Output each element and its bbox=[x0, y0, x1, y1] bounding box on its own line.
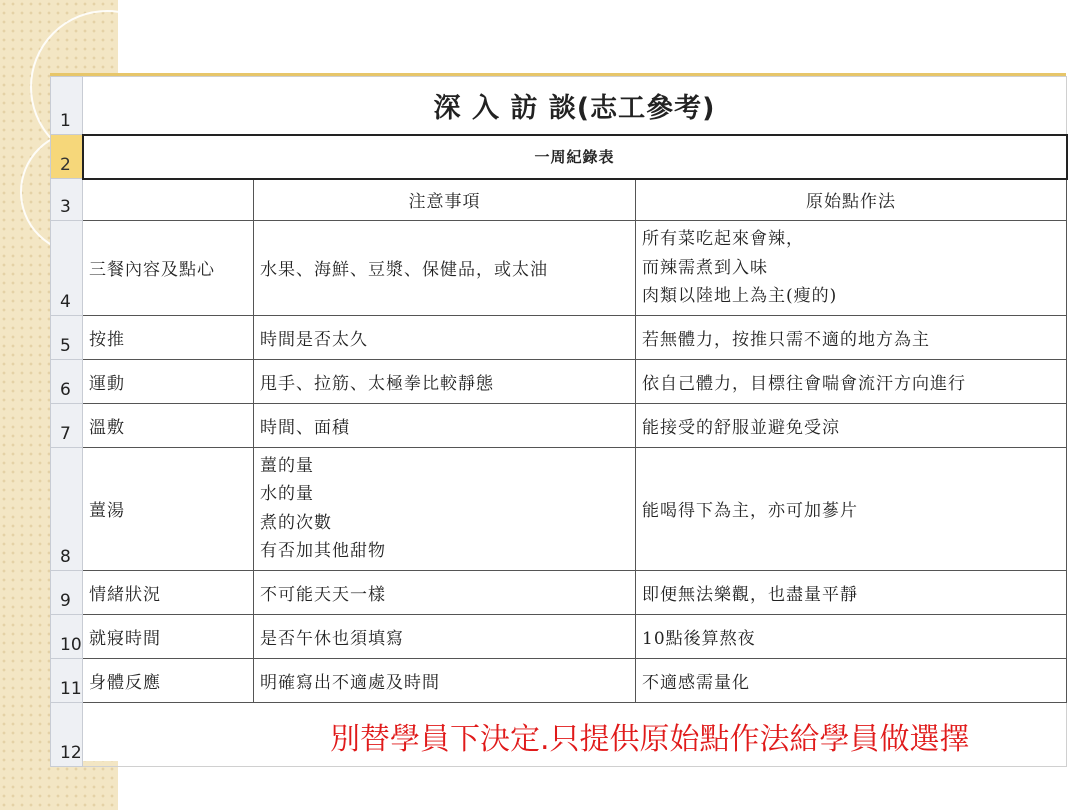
item-cell[interactable]: 運動 bbox=[83, 359, 254, 403]
method-line: 若無體力，按推只需不適的地方為主 bbox=[642, 329, 930, 350]
item-cell[interactable]: 身體反應 bbox=[83, 658, 254, 702]
notes-line: 時間、面積 bbox=[260, 417, 350, 438]
notes-cell[interactable] bbox=[254, 614, 636, 658]
notes-line: 水的量 bbox=[260, 484, 314, 504]
notes-cell[interactable] bbox=[254, 658, 636, 702]
row-header[interactable]: 9 bbox=[51, 570, 83, 614]
method-cell[interactable] bbox=[636, 447, 1067, 570]
notes-cell[interactable] bbox=[254, 315, 636, 359]
table-row bbox=[51, 359, 1067, 403]
method-line: 能喝得下為主，亦可加蔘片 bbox=[642, 501, 858, 521]
row-header[interactable]: 2 bbox=[51, 135, 83, 179]
column-header-item[interactable] bbox=[83, 179, 254, 221]
row-header[interactable]: 11 bbox=[51, 658, 83, 702]
item-cell[interactable]: 薑湯 bbox=[83, 447, 254, 570]
item-cell[interactable]: 溫敷 bbox=[83, 403, 254, 447]
method-cell[interactable] bbox=[636, 658, 1067, 702]
table-row bbox=[51, 221, 1067, 316]
row-header[interactable]: 6 bbox=[51, 359, 83, 403]
item-cell[interactable]: 情緒狀況 bbox=[83, 570, 254, 614]
row-header[interactable]: 8 bbox=[51, 447, 83, 570]
notes-line: 甩手、拉筋、太極拳比較靜態 bbox=[260, 373, 494, 394]
method-line: 肉類以陸地上為主(瘦的) bbox=[642, 286, 838, 306]
method-line: 而辣需煮到入味 bbox=[642, 257, 768, 278]
method-line: 依自己體力，目標往會喘會流汗方向進行 bbox=[642, 373, 966, 394]
notes-line: 時間是否太久 bbox=[260, 329, 368, 350]
notes-line: 是否午休也須填寫 bbox=[260, 628, 404, 649]
row-header[interactable]: 7 bbox=[51, 403, 83, 447]
table-row bbox=[51, 658, 1067, 702]
table-row bbox=[51, 403, 1067, 447]
column-header-method[interactable]: 原始點作法 bbox=[636, 179, 1067, 221]
method-cell[interactable] bbox=[636, 221, 1067, 316]
notes-cell[interactable] bbox=[254, 359, 636, 403]
record-table bbox=[50, 76, 1068, 767]
column-header-notes[interactable]: 注意事項 bbox=[254, 179, 636, 221]
notes-line: 有否加其他甜物 bbox=[260, 541, 386, 561]
method-cell[interactable] bbox=[636, 403, 1067, 447]
sheet-subtitle[interactable]: 一周紀錄表 bbox=[83, 135, 1067, 179]
method-line: 10點後算熬夜 bbox=[642, 628, 756, 649]
method-line: 能接受的舒服並避免受涼 bbox=[642, 417, 840, 438]
method-line: 所有菜吃起來會辣， bbox=[642, 229, 804, 249]
row-header[interactable]: 3 bbox=[51, 179, 83, 221]
notes-cell[interactable] bbox=[254, 403, 636, 447]
notes-line: 明確寫出不適處及時間 bbox=[260, 672, 440, 693]
notes-line: 煮的次數 bbox=[260, 512, 332, 533]
table-row bbox=[51, 447, 1067, 570]
row-header[interactable]: 1 bbox=[51, 77, 83, 135]
method-cell[interactable] bbox=[636, 614, 1067, 658]
row-header[interactable]: 4 bbox=[51, 221, 83, 316]
item-cell[interactable]: 按推 bbox=[83, 315, 254, 359]
method-cell[interactable] bbox=[636, 359, 1067, 403]
method-line: 不適感需量化 bbox=[642, 672, 750, 693]
table-row bbox=[51, 570, 1067, 614]
notes-line: 薑的量 bbox=[260, 455, 314, 476]
row-header[interactable]: 5 bbox=[51, 315, 83, 359]
method-line: 即便無法樂觀，也盡量平靜 bbox=[642, 584, 858, 605]
method-cell[interactable] bbox=[636, 315, 1067, 359]
notes-cell[interactable] bbox=[254, 570, 636, 614]
notes-line: 水果、海鮮、豆漿、保健品，或太油 bbox=[260, 260, 548, 281]
row-header[interactable]: 10 bbox=[51, 614, 83, 658]
method-cell[interactable] bbox=[636, 570, 1067, 614]
red-note-text: 別替學員下決定.只提供原始點作法給學員做選擇 bbox=[330, 722, 970, 757]
notes-line: 不可能天天一樣 bbox=[260, 584, 386, 605]
row-header[interactable]: 12 bbox=[51, 702, 83, 766]
sheet-title[interactable]: 深 入 訪 談(志工參考) bbox=[83, 77, 1067, 135]
item-cell[interactable]: 就寢時間 bbox=[83, 614, 254, 658]
table-row bbox=[51, 315, 1067, 359]
notes-cell[interactable] bbox=[254, 221, 636, 316]
item-cell[interactable]: 三餐內容及點心 bbox=[83, 221, 254, 316]
notes-cell[interactable] bbox=[254, 447, 636, 570]
table-row bbox=[51, 614, 1067, 658]
